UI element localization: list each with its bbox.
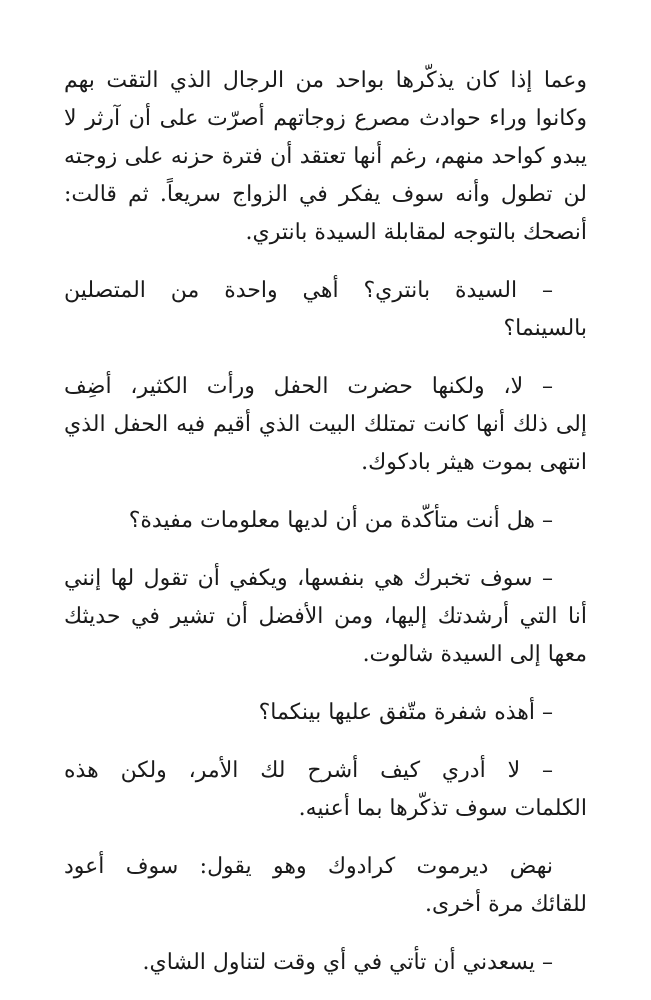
text-line: وكانوا وراء حوادث مصرع زوجاتهم أصرّت على أن آرثر لا bbox=[64, 106, 587, 131]
text-line: – هل أنت متأكّدة من أن لديها معلومات مفيدة؟ bbox=[128, 508, 553, 533]
text-line: – لا، ولكنها حضرت الحفل ورأت الكثير، أضِف bbox=[64, 374, 553, 399]
text-line: – يسعدني أن تأتي في أي وقت لتناول الشاي. bbox=[142, 950, 553, 975]
text-line: – لا أدري كيف أشرح لك الأمر، ولكن هذه bbox=[64, 758, 553, 783]
text-line: بالسينما؟ bbox=[503, 316, 587, 341]
dialogue-paragraph bbox=[64, 752, 587, 828]
text-line: للقائك مرة أخرى. bbox=[425, 892, 587, 917]
text-line: نهض ديرموت كرادوك وهو يقول: سوف أعود bbox=[64, 854, 553, 879]
text-line: أنا التي أرشدتك إليها، ومن الأفضل أن تشير في حديثك bbox=[64, 604, 587, 629]
text-line: – أهذه شفرة متّفق عليها بينكما؟ bbox=[258, 700, 553, 725]
dialogue-paragraph bbox=[64, 560, 587, 674]
text-line: معها إلى السيدة شالوت. bbox=[362, 642, 587, 667]
text-line: انتهى بموت هيثر بادكوك. bbox=[361, 450, 587, 475]
text-line: – سوف تخبرك هي بنفسها، ويكفي أن تقول لها إنني bbox=[64, 566, 553, 591]
text-line: الكلمات سوف تذكّرها بما أعنيه. bbox=[298, 796, 587, 821]
narration-paragraph bbox=[64, 848, 587, 924]
text-line: وعما إذا كان يذكّرها بواحد من الرجال الذي التقت بهم bbox=[64, 68, 587, 93]
dialogue-paragraph bbox=[64, 272, 587, 348]
text-line: إلى ذلك أنها كانت تمتلك البيت الذي أقيم فيه الحفل الذي bbox=[64, 412, 587, 437]
text-line: – السيدة بانتري؟ أهي واحدة من المتصلين bbox=[64, 278, 553, 303]
dialogue-paragraph bbox=[64, 502, 587, 540]
dialogue-paragraph bbox=[64, 694, 587, 732]
text-line: يبدو كواحد منهم، رغم أنها تعتقد أن فترة حزنه على زوجته bbox=[64, 144, 587, 169]
text-line: أنصحك بالتوجه لمقابلة السيدة بانتري. bbox=[245, 220, 587, 245]
dialogue-paragraph bbox=[64, 944, 587, 982]
narration-paragraph bbox=[64, 62, 587, 252]
text-line: لن تطول وأنه سوف يفكر في الزواج سريعاً. ثم قالت: bbox=[64, 182, 587, 207]
dialogue-paragraph bbox=[64, 368, 587, 482]
